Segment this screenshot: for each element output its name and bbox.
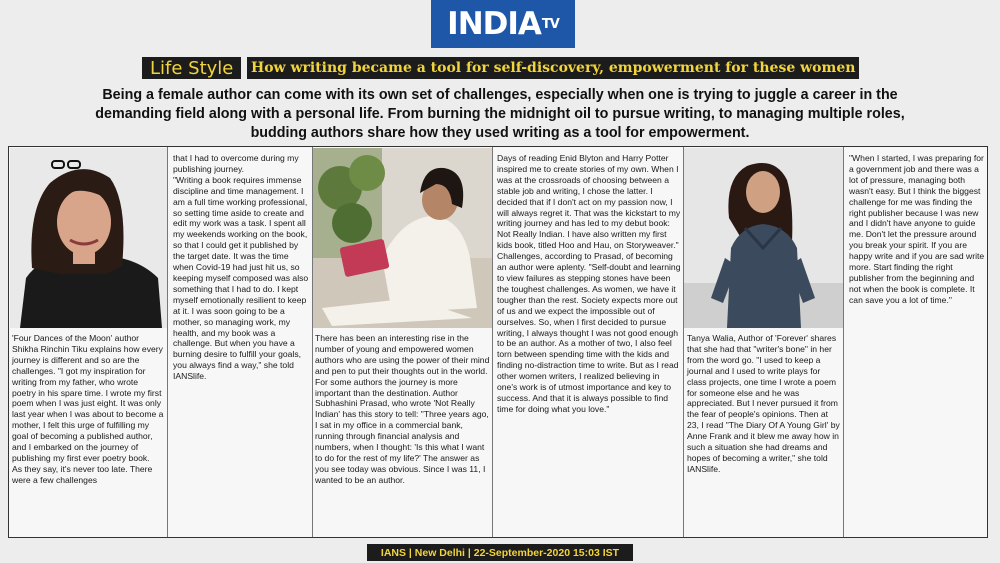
column-divider — [492, 147, 493, 537]
indiatv-logo — [431, 0, 575, 48]
category-tag: Life Style — [142, 57, 241, 79]
paragraph: 'Four Dances of the Moon' author Shikha Rinchin Tiku explains how every journey is different and so are the challenges. "I got my inspiration for writing from my father, who wrote poetry in his spare time. I wrote my first poem when I was just eight. It was only last year when I was about to become a mother, I felt this urge of fulfilling my goal of becoming a published author, and I embarked on the journey of publishing my first ever poetry book. — [12, 333, 164, 463]
paragraph: "When I started, I was preparing for a government job and there was a lot of pressure, managing both wasn't easy. But I think the biggest challenge for me was finding the right publisher because I was new and I didn't have anyone to guide me. Don't let the pressure around you break your spirit. If you are happy write and if you are sad write more. Start finding the right publisher from the beginning and not when the book is complete. It can save you a lot of time." — [849, 153, 985, 305]
headline: How writing became a tool for self-discovery, empowerment for these women — [247, 57, 859, 79]
column-divider — [843, 147, 844, 537]
portrait-woman-standing-icon — [683, 148, 843, 328]
paragraph: As they say, it's never too late. There were a few challenges — [12, 463, 153, 485]
column-divider — [167, 147, 168, 537]
column-2-text — [173, 153, 310, 382]
article-body — [8, 146, 988, 538]
column-4-text — [497, 153, 681, 415]
paragraph: that I had to overcome during my publishing journey. — [173, 153, 299, 174]
column-divider — [683, 147, 684, 537]
intro-paragraph: Being a female author can come with its own set of challenges, especially when one is trying to juggle a career in the demanding field along with a personal life. From burning the midnight oil to pursue writing, to managing multiple roles, budding authors share how they used writing as a tool for empowerment. — [95, 87, 905, 141]
logo-text: INDIA — [447, 6, 541, 42]
column-6-text — [849, 153, 985, 306]
photo-subhashini-prasad — [312, 148, 492, 328]
column-5-text — [687, 333, 841, 475]
logo-sup: TV — [541, 16, 559, 32]
paragraph: Days of reading Enid Blyton and Harry Potter inspired me to create stories of my own. When I was at the crossroads of choosing between a stable job and writing, I chose the latter. I decided that if I don't act on my passion now, I will always regret it. That was the kickstart to my writing journey and has led to my debut book: Not Really Indian. I have also written my first kids book, titled Hoo and Hau, on Storyweaver." — [497, 153, 681, 251]
portrait-woman-reading-icon — [312, 148, 492, 328]
paragraph: Tanya Walia, Author of 'Forever' shares that she had that "writer's bone" in her from the word go. "I used to keep a journal and I used to write plays for class projects, one time I wrote a poem for someone else and he was appreciated. But I never pursued it from the fear of people's opinions. Then at 23, I read "The Diary Of A Young Girl' by Anne Frank and it blew me away how in such a situation she had dreams and hopes of becoming a writer," she told IANSlife. — [687, 333, 840, 474]
dateline-footer: IANS | New Delhi | 22-September-2020 15:03 IST — [367, 544, 633, 561]
title-bar — [142, 57, 859, 79]
paragraph: Challenges, according to Prasad, of becoming an author were aplenty. "Self-doubt and learning to view failures as stepping stones have been the toughest challenges. As women, we have it tougher than the rest. Society expects more out of us and we expect the impossible out of ourselves. So, when I first decided to pursue writing, I always thought I was not good enough to be an author. As a mother of two, I also feel torn between spending time with the kids and finding no-distraction time to write. But as I read other women writers, I realized believing in one's work is of utmost importance and key to success. And that it is always possible to find time for doing what you love." — [497, 251, 681, 414]
paragraph: "Writing a book requires immense discipline and time management. I am a full time working professional, so setting time aside to create and edit my work was a task. I spent all my weekends working on the book, so that I could get it published by the target date. It was the time when Covid-19 had just hit us, so keeping myself composed was also something that I had to do. I kept myself emotionally resilient to keep at it. I was soon going to be a mother, so managing work, my health, and my book was a challenge. But when you have a burning desire to fulfill your goals, you always find a way," she told IANSlife. — [173, 174, 309, 382]
column-3-text — [315, 333, 491, 486]
portrait-woman-glasses-icon — [10, 148, 167, 328]
paragraph: There has been an interesting rise in the number of young and empowered women authors who are using the power of their mind and pen to put their thoughts out in the world. For some authors the journey is more important than the destination. Author Subhashini Prasad, who wrote 'Not Really Indian' has this story to tell: "Three years ago, I sat in my office in a commercial bank, running through financial analysis and numbers, when I thought: 'Is this what I want to do for the rest of my life?' The answer as you see today was obvious. Since I was 11, I wanted to be an author. — [315, 333, 490, 485]
column-divider — [312, 147, 313, 537]
photo-tanya-walia — [683, 148, 843, 328]
column-1-text — [12, 333, 164, 486]
photo-shikha-tiku — [10, 148, 167, 328]
